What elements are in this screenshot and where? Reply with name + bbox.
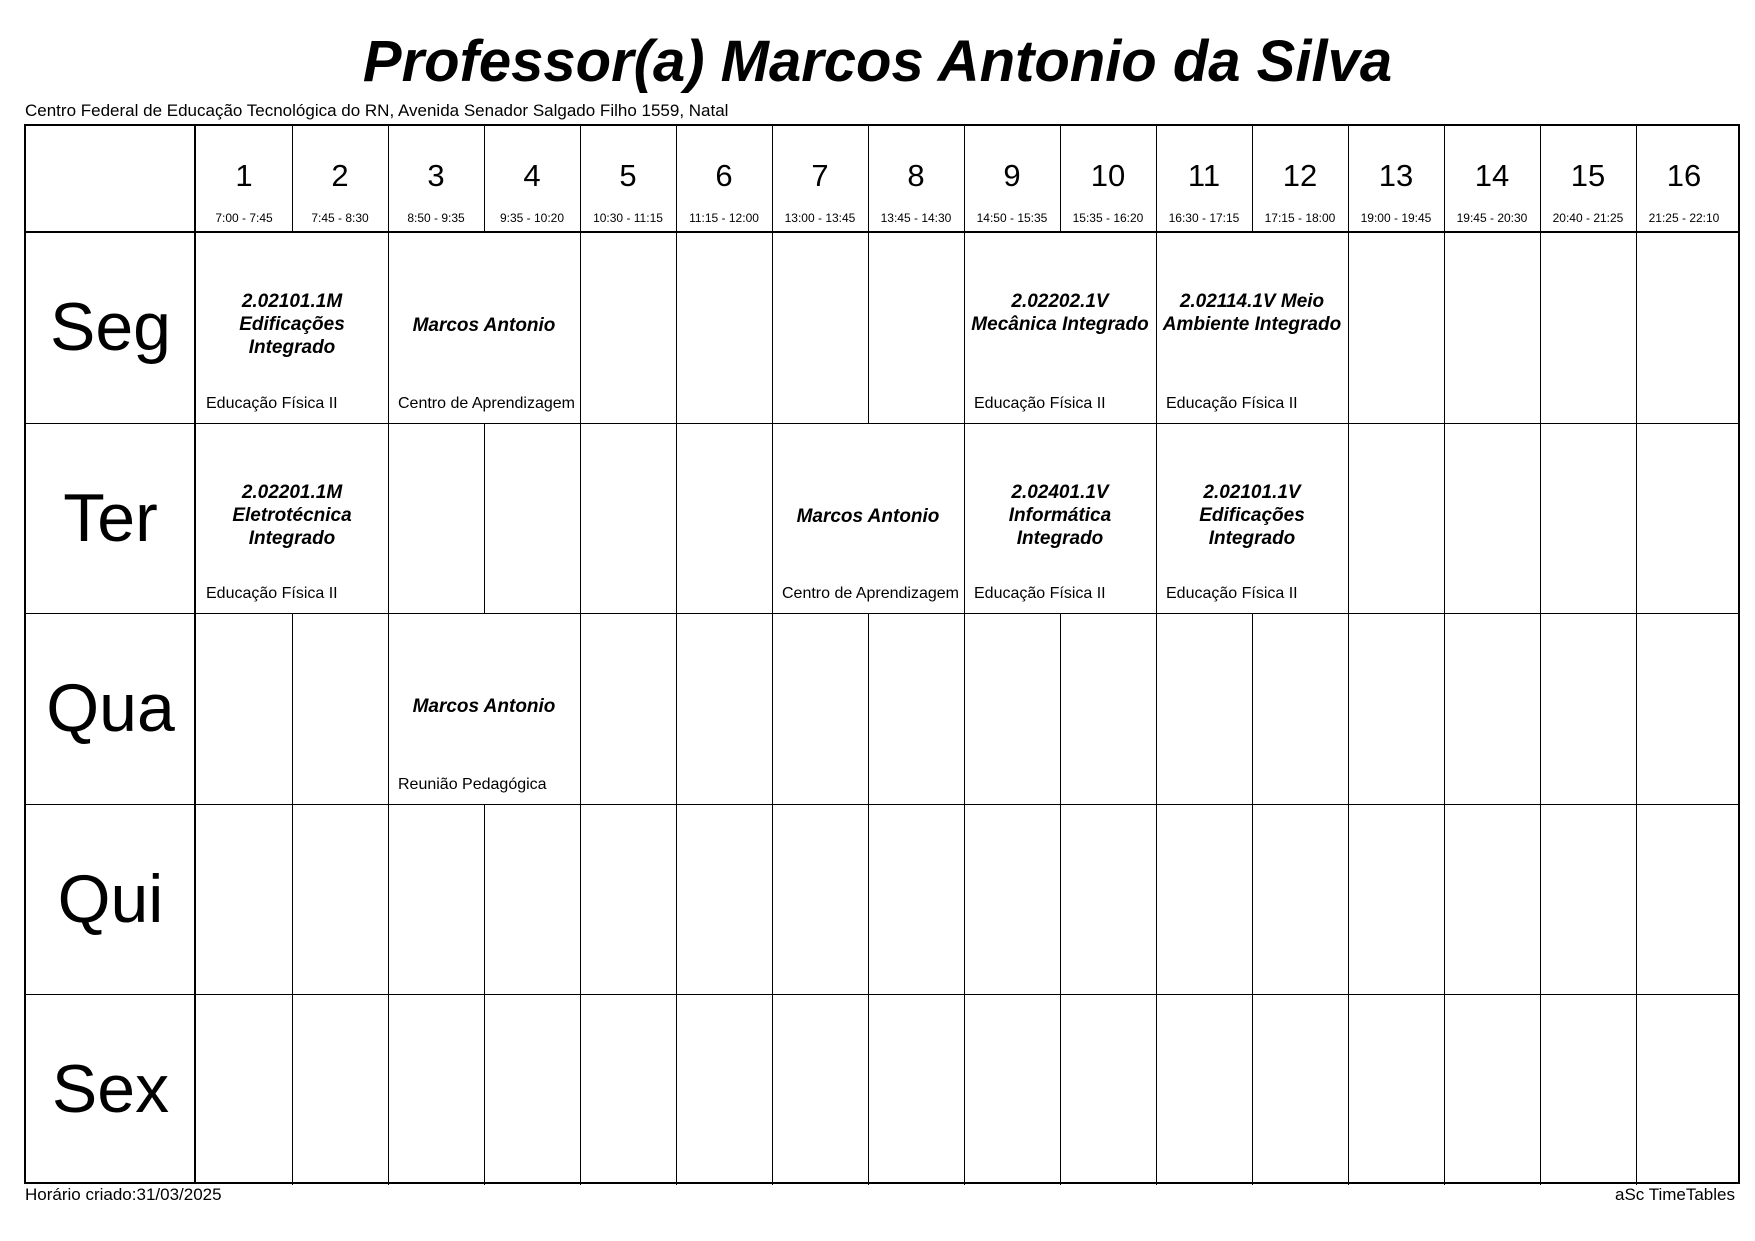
period-header: [1444, 126, 1540, 232]
column-divider: [1348, 423, 1349, 614]
period-number: 8: [907, 158, 925, 193]
column-divider: [964, 126, 965, 232]
period-time: 21:25 - 22:10: [1648, 211, 1720, 225]
column-divider: [1636, 994, 1637, 1185]
column-divider: [580, 126, 581, 232]
column-divider: [1252, 613, 1253, 804]
lesson-card[interactable]: [1156, 423, 1348, 614]
lesson-class: 2.02201.1M Eletrotécnica Integrado: [232, 481, 352, 549]
column-divider: [1252, 994, 1253, 1185]
column-divider: [1348, 613, 1349, 804]
column-divider: [484, 126, 485, 232]
column-divider: [1540, 613, 1541, 804]
lesson-subject: Educação Física II: [974, 585, 1106, 602]
period-header: [1348, 126, 1444, 232]
lesson-subject: Centro de Aprendizagem: [782, 585, 959, 602]
period-time: 17:15 - 18:00: [1264, 211, 1336, 225]
column-divider: [292, 804, 293, 995]
period-time: 14:50 - 15:35: [976, 211, 1048, 225]
column-divider: [676, 126, 677, 232]
column-divider: [1444, 232, 1445, 423]
lesson-subject: Educação Física II: [1166, 394, 1298, 412]
period-header: [964, 126, 1060, 232]
period-number: 16: [1666, 158, 1702, 193]
column-divider: [580, 423, 581, 614]
column-divider: [580, 232, 581, 423]
day-label: Qua: [46, 670, 175, 747]
period-header: [196, 126, 292, 232]
column-divider: [1348, 232, 1349, 423]
column-divider: [964, 994, 965, 1185]
column-divider: [772, 613, 773, 804]
column-divider: [484, 804, 485, 995]
column-divider: [676, 232, 677, 423]
period-number: 4: [523, 158, 541, 193]
column-divider: [964, 804, 965, 995]
lesson-subject: Reunião Pedagógica: [398, 775, 547, 793]
column-divider: [484, 994, 485, 1185]
period-header: [1060, 126, 1156, 232]
column-divider: [580, 804, 581, 995]
column-divider: [868, 126, 869, 232]
period-time: 19:00 - 19:45: [1360, 211, 1432, 225]
period-time: 7:00 - 7:45: [215, 211, 273, 225]
period-number: 3: [427, 158, 445, 193]
period-time: 20:40 - 21:25: [1552, 211, 1624, 225]
column-divider: [772, 126, 773, 232]
column-divider: [1060, 804, 1061, 995]
column-divider: [292, 994, 293, 1185]
period-time: 11:15 - 12:00: [689, 211, 759, 225]
lesson-class: 2.02101.1M Edificações Integrado: [239, 291, 345, 358]
school-address: Centro Federal de Educação Tecnológica do RN, Avenida Senador Salgado Filho 1559, Natal: [25, 101, 729, 120]
lesson-card[interactable]: [388, 613, 580, 804]
lesson-card[interactable]: [964, 232, 1156, 423]
lesson-class: 2.02401.1V Informática Integrado: [1008, 481, 1112, 549]
day-label: Qui: [57, 860, 164, 937]
column-divider: [1444, 423, 1445, 614]
column-divider: [292, 126, 293, 232]
lesson-class: 2.02101.1V Edificações Integrado: [1199, 481, 1305, 549]
period-number: 6: [715, 158, 733, 193]
lesson-subject: Educação Física II: [974, 394, 1106, 412]
column-divider: [868, 994, 869, 1185]
lesson-card[interactable]: [1156, 232, 1348, 423]
period-header: [1540, 126, 1636, 232]
column-divider: [1444, 994, 1445, 1185]
column-divider: [676, 804, 677, 995]
lesson-subject: Educação Física II: [206, 585, 338, 602]
column-divider: [292, 613, 293, 804]
created-date: Horário criado:31/03/2025: [25, 1185, 222, 1204]
day-label: Seg: [50, 289, 171, 366]
column-divider: [580, 613, 581, 804]
period-header: [1636, 126, 1732, 232]
period-header: [484, 126, 580, 232]
lesson-card[interactable]: [772, 423, 964, 614]
column-divider: [772, 804, 773, 995]
period-time: 7:45 - 8:30: [311, 211, 369, 225]
period-time: 8:50 - 9:35: [407, 211, 465, 225]
column-divider: [1060, 613, 1061, 804]
period-time: 16:30 - 17:15: [1168, 211, 1240, 225]
period-number: 12: [1282, 158, 1318, 193]
column-divider: [388, 994, 389, 1185]
lesson-card[interactable]: [388, 232, 580, 423]
period-time: 15:35 - 16:20: [1072, 211, 1144, 225]
column-divider: [1540, 804, 1541, 995]
period-number: 11: [1187, 158, 1221, 193]
column-divider: [1156, 126, 1157, 232]
period-header: [388, 126, 484, 232]
period-header: [676, 126, 772, 232]
period-number: 1: [235, 158, 253, 193]
period-number: 7: [811, 158, 829, 193]
period-time: 10:30 - 11:15: [593, 211, 663, 225]
column-divider: [868, 613, 869, 804]
period-header: [772, 126, 868, 232]
column-divider: [1636, 804, 1637, 995]
day-label: Ter: [63, 479, 158, 556]
period-number: 10: [1090, 158, 1126, 193]
period-number: 2: [331, 158, 349, 193]
column-divider: [1444, 804, 1445, 995]
column-divider: [1156, 994, 1157, 1185]
period-header: [868, 126, 964, 232]
lesson-class: 2.02114.1V Meio Ambiente Integrado: [1162, 291, 1342, 335]
column-divider: [1636, 126, 1637, 232]
lesson-class: 2.02202.1V Mecânica Integrado: [971, 291, 1149, 335]
column-divider: [1156, 804, 1157, 995]
lesson-class: Marcos Antonio: [796, 505, 940, 527]
column-divider: [1348, 126, 1349, 232]
column-divider: [388, 804, 389, 995]
column-divider: [1060, 126, 1061, 232]
period-time: 19:45 - 20:30: [1456, 211, 1528, 225]
column-divider: [1540, 994, 1541, 1185]
row-divider: [26, 994, 1738, 995]
column-divider: [388, 126, 389, 232]
period-header: [1156, 126, 1252, 232]
period-number: 13: [1378, 158, 1414, 193]
period-header: [1252, 126, 1348, 232]
column-divider: [868, 232, 869, 423]
timetable-grid: [24, 124, 1740, 1184]
row-divider: [26, 613, 1738, 614]
column-divider: [1636, 423, 1637, 614]
column-divider: [580, 994, 581, 1185]
column-divider: [1444, 613, 1445, 804]
column-divider: [1252, 126, 1253, 232]
column-divider: [484, 423, 485, 614]
column-divider: [388, 423, 389, 614]
column-divider: [1444, 126, 1445, 232]
lesson-class: Marcos Antonio: [412, 315, 556, 336]
lesson-subject: Educação Física II: [1166, 585, 1298, 602]
lesson-class: Marcos Antonio: [412, 696, 556, 717]
day-label: Sex: [51, 1051, 170, 1128]
lesson-card[interactable]: [964, 423, 1156, 614]
column-divider: [676, 423, 677, 614]
column-divider: [676, 613, 677, 804]
period-number: 9: [1003, 158, 1021, 193]
period-number: 15: [1570, 158, 1606, 193]
lesson-card[interactable]: [196, 423, 388, 614]
column-divider: [868, 804, 869, 995]
period-number: 5: [619, 158, 637, 193]
period-header: [292, 126, 388, 232]
brand-label: aSc TimeTables: [1615, 1185, 1735, 1204]
period-time: 13:45 - 14:30: [880, 211, 952, 225]
column-divider: [1636, 232, 1637, 423]
column-divider: [1540, 126, 1541, 232]
period-time: 13:00 - 13:45: [784, 211, 856, 225]
lesson-card[interactable]: [196, 232, 388, 423]
column-divider: [964, 613, 965, 804]
column-divider: [772, 232, 773, 423]
lesson-subject: Centro de Aprendizagem: [398, 394, 575, 412]
column-divider: [1156, 613, 1157, 804]
column-divider: [676, 994, 677, 1185]
column-divider: [1060, 994, 1061, 1185]
column-divider: [1348, 804, 1349, 995]
row-divider: [26, 804, 1738, 805]
period-time: 9:35 - 10:20: [499, 211, 565, 225]
column-divider: [1348, 994, 1349, 1185]
column-divider: [772, 994, 773, 1185]
column-divider: [1540, 232, 1541, 423]
page-title: Professor(a) Marcos Antonio da Silva: [362, 29, 1393, 94]
lesson-subject: Educação Física II: [206, 394, 338, 412]
column-divider: [1540, 423, 1541, 614]
period-number: 14: [1474, 158, 1510, 193]
column-divider: [1252, 804, 1253, 995]
column-divider: [1636, 613, 1637, 804]
period-header: [580, 126, 676, 232]
